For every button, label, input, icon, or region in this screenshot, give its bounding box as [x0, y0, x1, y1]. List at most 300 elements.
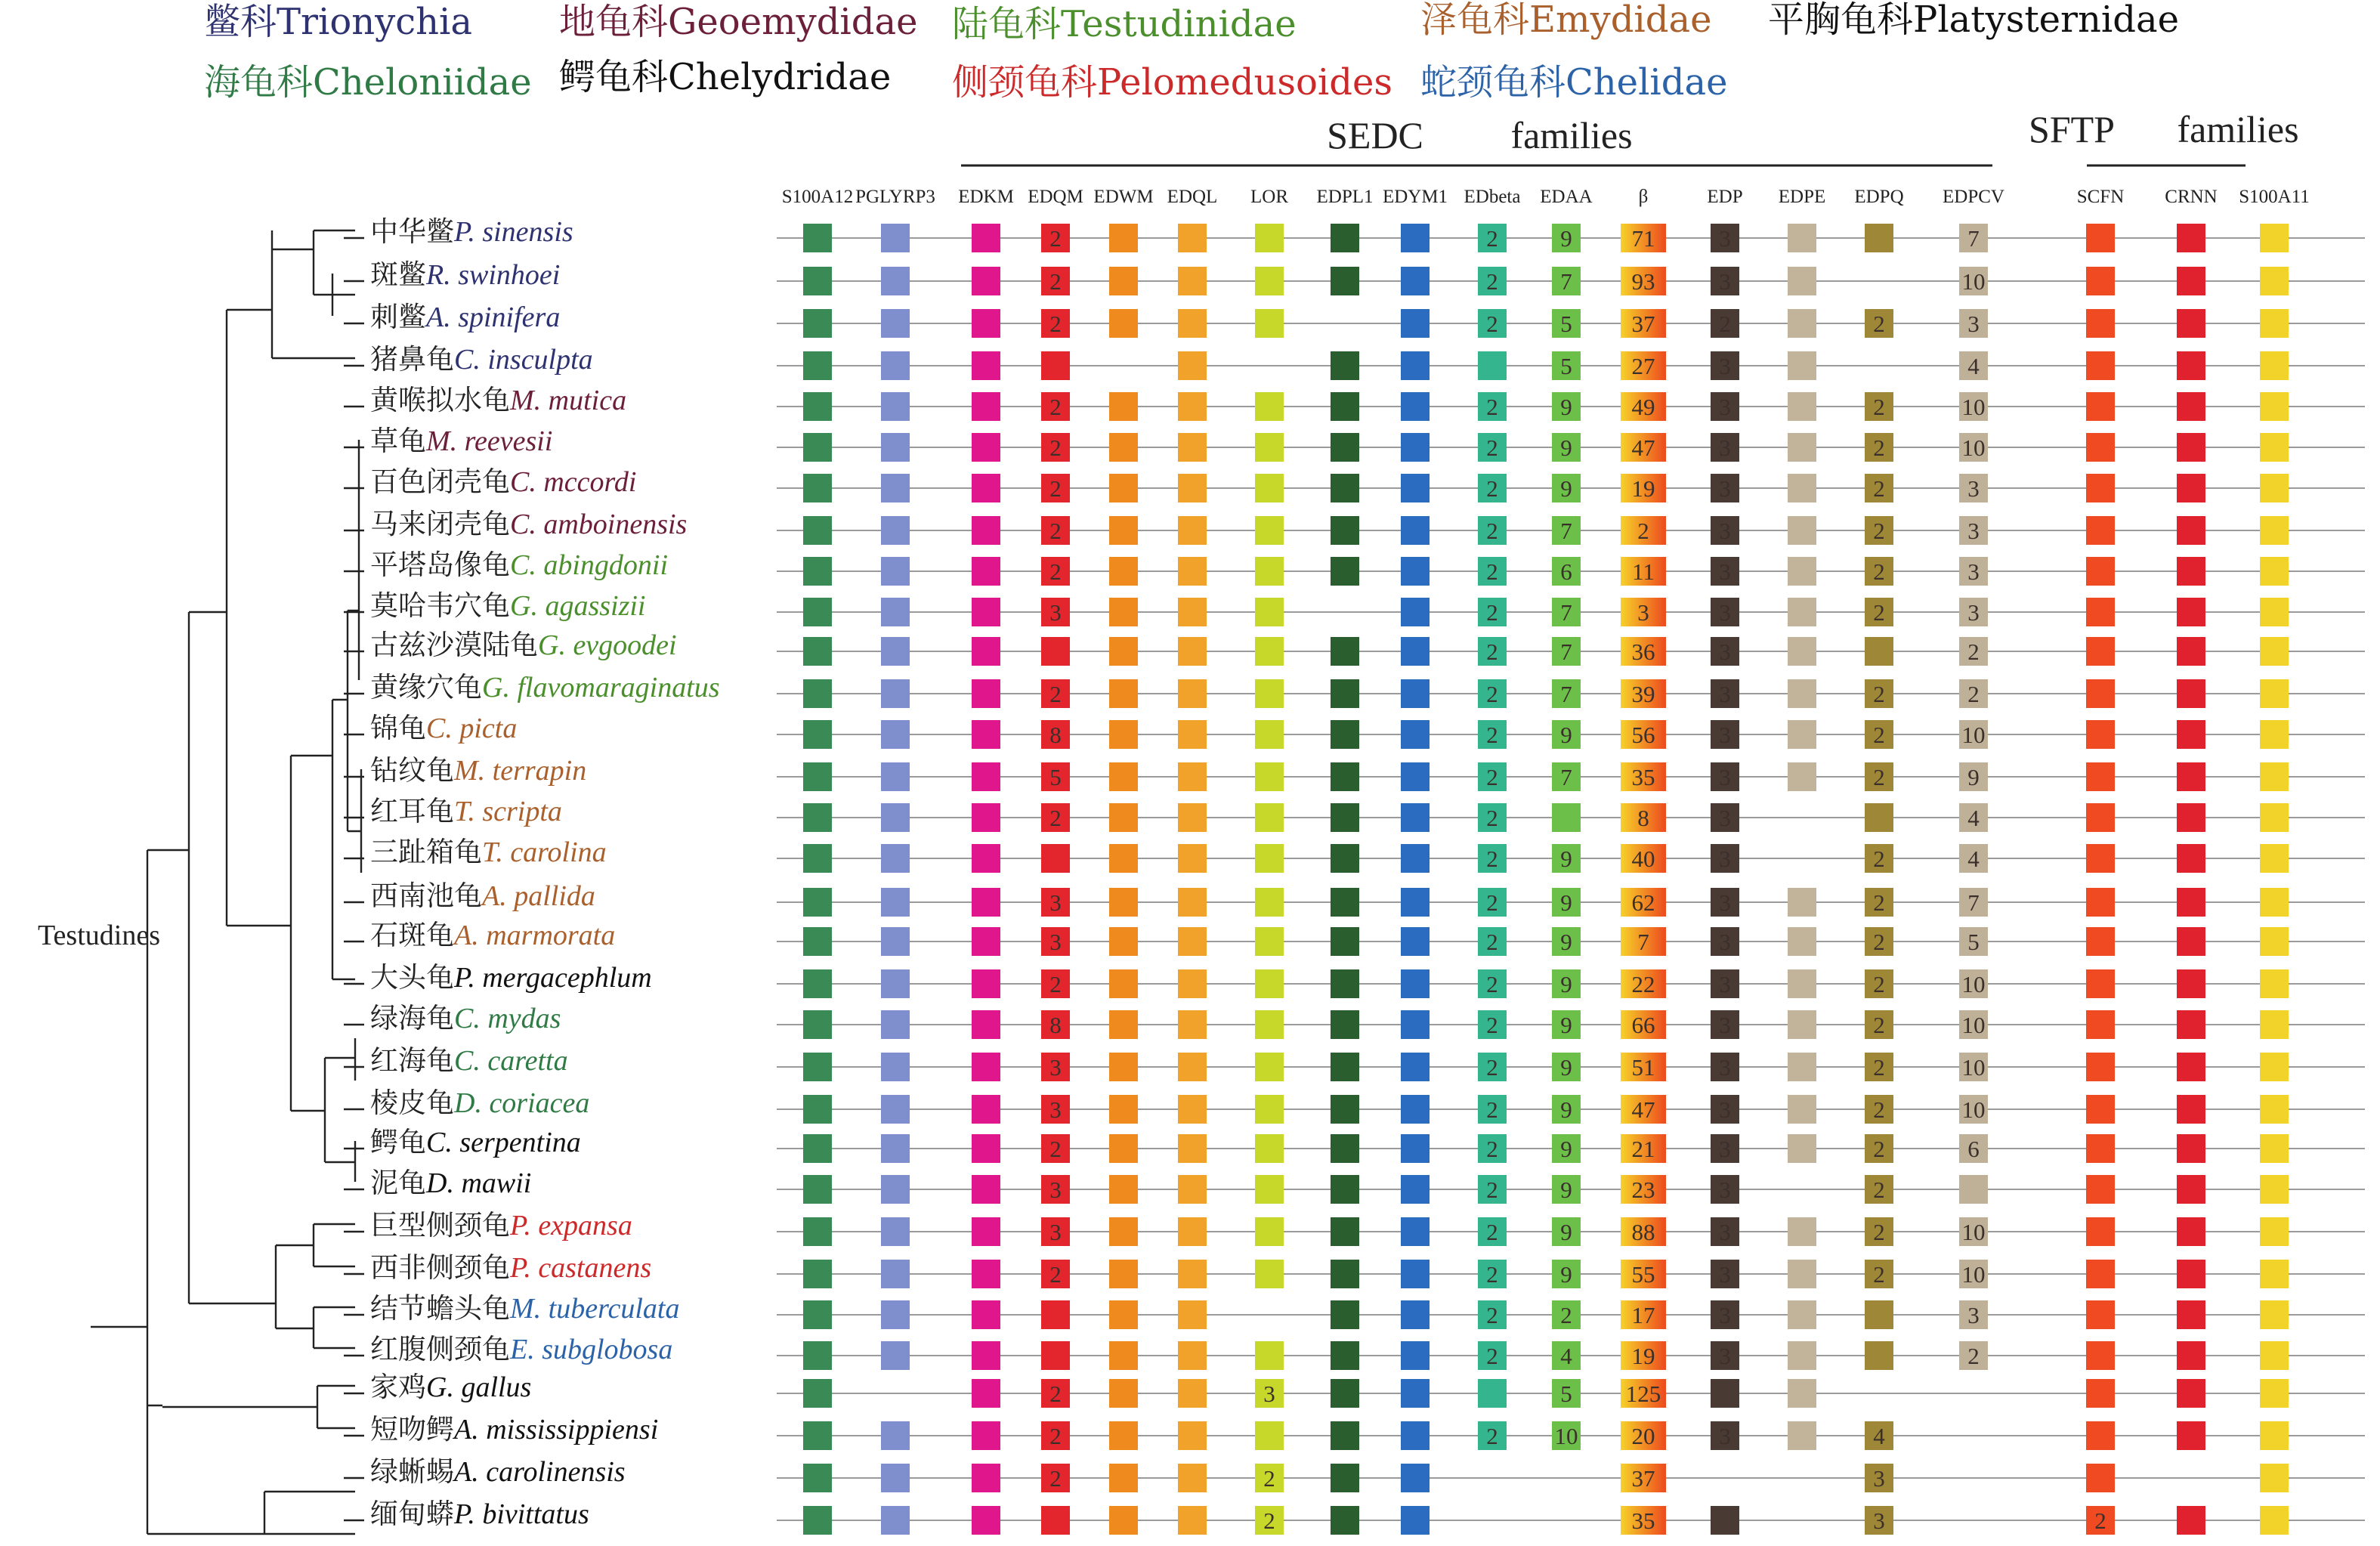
gene-count-EDbeta: 2 [1486, 1012, 1498, 1038]
gene-cell-S100A11 [2260, 474, 2289, 502]
species-lat: C. serpentina [426, 1127, 581, 1158]
species-row [370, 919, 2365, 956]
gene-cell-SCFN [2086, 516, 2115, 545]
gene-cell-EDWM [1109, 803, 1138, 832]
gene-cell-S100A12 [803, 224, 832, 252]
phylogenetic-tree [38, 230, 364, 1534]
gene-count-EDP: 3 [1719, 353, 1731, 379]
gene-cell-EDKM [972, 679, 1000, 708]
gene-cell-S100A11 [2260, 1341, 2289, 1370]
column-headers [782, 108, 2310, 207]
species-lat: P. bivittatus [454, 1498, 589, 1530]
legend-item-geo [559, 1, 918, 43]
gene-cell-EDYM1 [1401, 516, 1430, 545]
gene-count-beta: 17 [1631, 1302, 1655, 1328]
gene-count-EDAA: 9 [1560, 846, 1572, 872]
gene-cell-EDPL1 [1331, 720, 1359, 749]
gene-count-EDPQ: 2 [1873, 1261, 1885, 1288]
gene-count-EDP: 3 [1719, 1096, 1731, 1123]
gene-cell-S100A12 [803, 1506, 832, 1535]
gene-count-EDPCV: 10 [1961, 1219, 1986, 1245]
gene-cell-EDPE [1788, 1010, 1816, 1039]
gene-cell-S100A12 [803, 1053, 832, 1081]
gene-cell-LOR [1255, 433, 1284, 462]
species-lat: T. carolina [482, 836, 607, 868]
gene-cell-EDQL [1178, 637, 1207, 666]
gene-count-EDP: 3 [1719, 929, 1731, 955]
gene-cell-S100A12 [803, 969, 832, 998]
gene-cell-EDQL [1178, 309, 1207, 338]
gene-count-beta: 3 [1637, 599, 1649, 626]
gene-cell-SCFN [2086, 557, 2115, 586]
gene-cell-EDWM [1109, 1217, 1138, 1246]
gene-cell-EDQL [1178, 679, 1207, 708]
gene-cell-EDKM [972, 1421, 1000, 1450]
legend-cn: 地龟科 [559, 1, 669, 43]
gene-cell-EDQM [1041, 1341, 1070, 1370]
gene-count-EDAA: 9 [1560, 1177, 1572, 1203]
gene-cell-EDYM1 [1401, 1095, 1430, 1124]
gene-count-EDPCV: 10 [1961, 434, 1986, 461]
gene-cell-EDPE [1788, 1260, 1816, 1288]
column-header-EDP: EDP [1707, 187, 1743, 207]
gene-cell-EDYM1 [1401, 1010, 1430, 1039]
gene-cell-EDQL [1178, 351, 1207, 380]
gene-count-EDAA: 9 [1560, 722, 1572, 748]
gene-cell-EDQL [1178, 433, 1207, 462]
legend-cn: 泽龟科 [1420, 0, 1530, 41]
gene-count-EDQM: 3 [1049, 599, 1062, 626]
gene-cell-PGLYRP3 [881, 888, 910, 917]
gene-cell-EDWM [1109, 1300, 1138, 1329]
gene-count-EDAA: 7 [1560, 268, 1572, 295]
gene-count-EDP: 3 [1719, 764, 1731, 790]
legend-cn: 侧颈龟科 [952, 61, 1098, 104]
species-cn: 绿蜥蜴 [370, 1455, 454, 1488]
gene-cell-SCFN [2086, 474, 2115, 502]
gene-count-EDbeta: 2 [1486, 764, 1498, 790]
gene-cell-PGLYRP3 [881, 844, 910, 873]
gene-cell-EDKM [972, 1341, 1000, 1370]
gene-count-EDAA: 7 [1560, 518, 1572, 544]
gene-cell-EDPL1 [1331, 557, 1359, 586]
gene-count-EDPCV: 3 [1967, 518, 1980, 544]
species-row [370, 961, 2365, 998]
gene-count-EDPCV: 7 [1967, 889, 1980, 916]
gene-cell-EDPE [1788, 679, 1816, 708]
gene-cell-EDYM1 [1401, 351, 1430, 380]
gene-cell-S100A11 [2260, 433, 2289, 462]
gene-count-EDbeta: 2 [1486, 1054, 1498, 1081]
gene-cell-S100A11 [2260, 1506, 2289, 1535]
gene-cell-EDKM [972, 433, 1000, 462]
species-lat: C. picta [426, 713, 518, 744]
gene-count-EDAA: 7 [1560, 681, 1572, 707]
species-rows [370, 215, 2365, 1535]
gene-cell-CRNN [2177, 1341, 2205, 1370]
gene-cell-EDKM [972, 1175, 1000, 1204]
gene-count-EDPCV: 10 [1961, 722, 1986, 748]
gene-cell-S100A11 [2260, 1464, 2289, 1492]
gene-count-EDP: 3 [1719, 434, 1731, 461]
gene-cell-S100A12 [803, 1217, 832, 1246]
gene-cell-S100A12 [803, 844, 832, 873]
gene-cell-SCFN [2086, 803, 2115, 832]
gene-count-EDPCV: 10 [1961, 1054, 1986, 1081]
gene-cell-EDKM [972, 969, 1000, 998]
gene-cell-LOR [1255, 969, 1284, 998]
gene-cell-S100A12 [803, 1464, 832, 1492]
species-cn: 马来闭壳龟 [370, 508, 510, 540]
gene-count-beta: 37 [1631, 311, 1655, 337]
sedc-header: SEDC [1327, 114, 1423, 156]
species-row [370, 754, 2365, 791]
gene-cell-S100A12 [803, 474, 832, 502]
gene-count-EDQM: 2 [1049, 1136, 1062, 1162]
gene-count-EDAA: 7 [1560, 599, 1572, 626]
gene-cell-PGLYRP3 [881, 392, 910, 421]
gene-cell-SCFN [2086, 1134, 2115, 1163]
gene-count-SCFN: 2 [2094, 1507, 2106, 1534]
species-lat: G. agassizii [510, 590, 646, 622]
column-header-LOR: LOR [1250, 187, 1288, 207]
gene-cell-CRNN [2177, 309, 2205, 338]
gene-cell-LOR [1255, 844, 1284, 873]
column-header-beta: β [1638, 187, 1649, 207]
gene-cell-SCFN [2086, 267, 2115, 295]
gene-count-beta: 62 [1631, 889, 1655, 916]
gene-cell-EDPE [1788, 927, 1816, 956]
gene-cell-LOR [1255, 1260, 1284, 1288]
gene-cell-EDYM1 [1401, 803, 1430, 832]
gene-cell-EDYM1 [1401, 474, 1430, 502]
gene-cell-SCFN [2086, 433, 2115, 462]
gene-cell-EDPL1 [1331, 1379, 1359, 1408]
species-label [370, 1413, 658, 1446]
species-lat: R. swinhoei [426, 259, 561, 291]
species-lat: D. mawii [426, 1167, 532, 1199]
gene-count-EDPQ: 2 [1873, 846, 1885, 872]
species-label [370, 1333, 672, 1365]
column-header-EDbeta: EDbeta [1464, 187, 1521, 207]
species-label [370, 880, 595, 912]
gene-cell-CRNN [2177, 392, 2205, 421]
gene-cell-CRNN [2177, 351, 2205, 380]
column-header-S100A12: S100A12 [781, 187, 854, 207]
gene-cell-EDPL1 [1331, 1464, 1359, 1492]
gene-count-EDAA: 4 [1560, 1343, 1572, 1369]
gene-cell-EDYM1 [1401, 433, 1430, 462]
species-label [370, 343, 593, 376]
gene-count-EDbeta: 2 [1486, 1177, 1498, 1203]
gene-cell-PGLYRP3 [881, 267, 910, 295]
gene-cell-S100A11 [2260, 224, 2289, 252]
gene-cell-PGLYRP3 [881, 1341, 910, 1370]
species-cn: 斑鳖 [370, 258, 426, 291]
gene-count-EDP: 3 [1719, 268, 1731, 295]
gene-cell-EDWM [1109, 1010, 1138, 1039]
gene-cell-LOR [1255, 1341, 1284, 1370]
legend-lat: Chelydridae [668, 56, 892, 98]
gene-cell-EDbeta [1478, 1379, 1507, 1408]
gene-count-EDPQ: 2 [1873, 889, 1885, 916]
gene-cell-EDQL [1178, 1095, 1207, 1124]
gene-count-EDPCV: 3 [1967, 1302, 1980, 1328]
species-lat: M. reevesii [426, 425, 553, 457]
species-lat: G. evgoodei [538, 629, 677, 661]
species-label [370, 425, 552, 457]
species-lat: M. mutica [510, 385, 627, 416]
species-row [370, 215, 2365, 252]
gene-count-EDP: 3 [1719, 805, 1731, 831]
gene-cell-EDKM [972, 844, 1000, 873]
gene-cell-CRNN [2177, 1175, 2205, 1204]
gene-count-EDAA: 9 [1560, 394, 1572, 420]
gene-cell-S100A12 [803, 1134, 832, 1163]
gene-cell-S100A11 [2260, 1175, 2289, 1204]
gene-count-EDPCV: 6 [1967, 1136, 1980, 1162]
legend-item-tri [204, 1, 472, 43]
gene-cell-SCFN [2086, 224, 2115, 252]
gene-cell-EDQL [1178, 1506, 1207, 1535]
gene-cell-EDKM [972, 516, 1000, 545]
gene-count-EDQM: 3 [1049, 1177, 1062, 1203]
gene-count-EDbeta: 2 [1486, 394, 1498, 420]
gene-cell-PGLYRP3 [881, 1300, 910, 1329]
gene-cell-EDQL [1178, 557, 1207, 586]
gene-count-beta: 22 [1631, 971, 1655, 997]
gene-cell-EDQL [1178, 392, 1207, 421]
gene-cell-EDbeta [1478, 351, 1507, 380]
gene-count-beta: 27 [1631, 353, 1655, 379]
gene-cell-CRNN [2177, 720, 2205, 749]
gene-cell-EDWM [1109, 969, 1138, 998]
gene-cell-EDWM [1109, 927, 1138, 956]
gene-count-EDP: 3 [1719, 1136, 1731, 1162]
gene-cell-S100A11 [2260, 803, 2289, 832]
gene-cell-PGLYRP3 [881, 598, 910, 626]
gene-cell-LOR [1255, 598, 1284, 626]
gene-cell-SCFN [2086, 1053, 2115, 1081]
gene-cell-SCFN [2086, 309, 2115, 338]
gene-cell-CRNN [2177, 803, 2205, 832]
column-header-SCFN: SCFN [2076, 187, 2125, 207]
gene-cell-LOR [1255, 309, 1284, 338]
gene-cell-EDYM1 [1401, 1217, 1430, 1246]
gene-cell-EDPL1 [1331, 1506, 1359, 1535]
species-row [370, 508, 2365, 545]
gene-cell-S100A12 [803, 1341, 832, 1370]
gene-cell-EDQL [1178, 267, 1207, 295]
legend-cn: 鳖科 [204, 1, 277, 43]
gene-cell-PGLYRP3 [881, 803, 910, 832]
gene-count-EDQM: 2 [1049, 1465, 1062, 1492]
gene-cell-EDPL1 [1331, 927, 1359, 956]
gene-cell-EDKM [972, 1464, 1000, 1492]
species-label [370, 1167, 531, 1199]
gene-count-EDPQ: 4 [1873, 1423, 1885, 1449]
gene-count-EDQM: 2 [1049, 1423, 1062, 1449]
gene-cell-CRNN [2177, 224, 2205, 252]
gene-cell-EDPL1 [1331, 888, 1359, 917]
gene-cell-EDAA [1552, 803, 1581, 832]
gene-cell-LOR [1255, 516, 1284, 545]
column-header-S100A11: S100A11 [2239, 187, 2310, 207]
gene-count-EDbeta: 2 [1486, 1423, 1498, 1449]
gene-cell-EDWM [1109, 1421, 1138, 1450]
sftp-families-header: families [2177, 108, 2299, 150]
gene-cell-PGLYRP3 [881, 1095, 910, 1124]
gene-cell-SCFN [2086, 1095, 2115, 1124]
gene-cell-S100A12 [803, 1421, 832, 1450]
gene-count-EDPQ: 2 [1873, 681, 1885, 707]
species-cn: 古兹沙漠陆龟 [370, 629, 538, 661]
gene-cell-S100A11 [2260, 351, 2289, 380]
gene-cell-LOR [1255, 888, 1284, 917]
gene-cell-SCFN [2086, 598, 2115, 626]
gene-cell-PGLYRP3 [881, 557, 910, 586]
gene-count-EDPQ: 2 [1873, 394, 1885, 420]
gene-count-EDQM: 2 [1049, 268, 1062, 295]
gene-cell-EDWM [1109, 598, 1138, 626]
gene-cell-SCFN [2086, 720, 2115, 749]
species-label [370, 1251, 651, 1284]
gene-cell-LOR [1255, 557, 1284, 586]
gene-cell-EDPL1 [1331, 351, 1359, 380]
gene-cell-EDWM [1109, 1095, 1138, 1124]
gene-cell-EDQL [1178, 598, 1207, 626]
gene-count-EDPCV: 10 [1961, 394, 1986, 420]
gene-count-EDAA: 9 [1560, 1261, 1572, 1288]
gene-count-EDP: 3 [1719, 225, 1731, 252]
gene-cell-EDKM [972, 474, 1000, 502]
gene-count-EDPQ: 2 [1873, 1012, 1885, 1038]
gene-count-EDPQ: 2 [1873, 1136, 1885, 1162]
gene-cell-EDQL [1178, 1217, 1207, 1246]
legend-lat: Chelidae [1566, 61, 1728, 104]
gene-count-beta: 88 [1631, 1219, 1655, 1245]
gene-cell-CRNN [2177, 598, 2205, 626]
gene-cell-S100A12 [803, 351, 832, 380]
gene-cell-EDYM1 [1401, 1300, 1430, 1329]
gene-cell-EDQL [1178, 888, 1207, 917]
gene-count-EDQM: 8 [1049, 1012, 1062, 1038]
gene-count-EDQM: 2 [1049, 394, 1062, 420]
gene-count-beta: 23 [1631, 1177, 1655, 1203]
gene-count-EDbeta: 2 [1486, 599, 1498, 626]
gene-count-beta: 125 [1625, 1381, 1661, 1407]
gene-cell-EDKM [972, 888, 1000, 917]
gene-count-EDAA: 7 [1560, 638, 1572, 665]
column-header-PGLYRP3: PGLYRP3 [855, 187, 935, 207]
species-lat: A. mississippiensi [454, 1414, 659, 1446]
gene-count-EDP: 3 [1719, 681, 1731, 707]
gene-cell-SCFN [2086, 844, 2115, 873]
gene-count-EDP: 3 [1719, 1423, 1731, 1449]
species-row [370, 1371, 2365, 1408]
legend-lat: Trionychia [277, 1, 473, 43]
gene-count-EDAA: 5 [1560, 1381, 1572, 1407]
species-cn: 三趾箱龟 [370, 836, 482, 868]
gene-cell-EDKM [972, 392, 1000, 421]
column-header-EDYM1: EDYM1 [1382, 187, 1448, 207]
gene-count-EDPQ: 2 [1873, 434, 1885, 461]
gene-count-EDPCV: 10 [1961, 1261, 1986, 1288]
gene-count-EDPCV: 9 [1967, 764, 1980, 790]
gene-cell-PGLYRP3 [881, 1260, 910, 1288]
gene-count-EDP: 3 [1719, 475, 1731, 502]
gene-cell-EDYM1 [1401, 267, 1430, 295]
legend-item-pla [1768, 0, 2179, 41]
gene-count-EDPCV: 4 [1967, 805, 1980, 831]
gene-cell-EDWM [1109, 844, 1138, 873]
gene-cell-PGLYRP3 [881, 351, 910, 380]
gene-cell-S100A12 [803, 803, 832, 832]
legend-cn: 平胸龟科 [1768, 0, 1914, 41]
gene-count-EDbeta: 2 [1486, 681, 1498, 707]
species-cn: 家鸡 [370, 1371, 426, 1403]
gene-count-beta: 47 [1631, 434, 1655, 461]
gene-cell-CRNN [2177, 557, 2205, 586]
gene-cell-S100A11 [2260, 1300, 2289, 1329]
gene-cell-S100A11 [2260, 309, 2289, 338]
species-label [370, 384, 626, 416]
species-cn: 红耳龟 [370, 795, 454, 827]
gene-cell-EDWM [1109, 637, 1138, 666]
gene-count-EDPQ: 2 [1873, 1054, 1885, 1081]
gene-cell-EDYM1 [1401, 844, 1430, 873]
gene-count-beta: 49 [1631, 394, 1655, 420]
gene-cell-SCFN [2086, 637, 2115, 666]
species-row [370, 301, 2365, 338]
gene-cell-EDQL [1178, 224, 1207, 252]
gene-cell-S100A12 [803, 637, 832, 666]
species-lat: T. scripta [454, 796, 562, 827]
gene-count-EDQM: 8 [1049, 722, 1062, 748]
gene-count-beta: 55 [1631, 1261, 1655, 1288]
gene-cell-EDPL1 [1331, 969, 1359, 998]
gene-cell-EDKM [972, 1095, 1000, 1124]
gene-cell-S100A12 [803, 1010, 832, 1039]
species-cn: 西非侧颈龟 [370, 1251, 510, 1284]
gene-cell-EDQL [1178, 1134, 1207, 1163]
gene-count-EDQM: 2 [1049, 475, 1062, 502]
gene-cell-EDPL1 [1331, 224, 1359, 252]
gene-cell-CRNN [2177, 474, 2205, 502]
gene-count-EDbeta: 2 [1486, 929, 1498, 955]
species-lat: P. castanens [510, 1252, 652, 1284]
species-row [370, 1126, 2365, 1163]
gene-cell-EDKM [972, 927, 1000, 956]
gene-count-beta: 8 [1637, 805, 1649, 831]
gene-count-EDP: 3 [1719, 846, 1731, 872]
species-cn: 平塔岛像龟 [370, 549, 510, 581]
gene-cell-S100A12 [803, 598, 832, 626]
gene-count-EDbeta: 2 [1486, 558, 1498, 585]
gene-cell-EDPE [1788, 888, 1816, 917]
gene-count-EDPCV: 4 [1967, 353, 1980, 379]
column-header-EDWM: EDWM [1093, 187, 1154, 207]
gene-count-beta: 21 [1631, 1136, 1655, 1162]
species-cn: 棱皮龟 [370, 1087, 454, 1119]
species-label [370, 1044, 568, 1077]
gene-count-EDQM: 2 [1049, 558, 1062, 585]
gene-cell-EDPL1 [1331, 803, 1359, 832]
gene-count-EDPQ: 2 [1873, 518, 1885, 544]
species-lat: A. pallida [482, 880, 595, 912]
gene-cell-EDPL1 [1331, 1341, 1359, 1370]
gene-cell-S100A11 [2260, 1260, 2289, 1288]
